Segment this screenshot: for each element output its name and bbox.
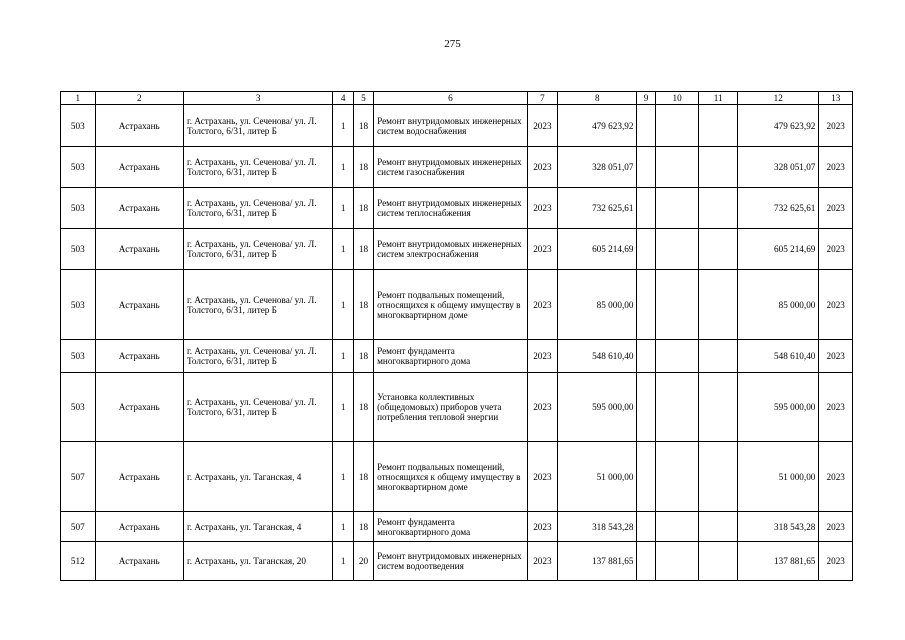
total-cost-cell: 605 214,69: [738, 229, 819, 270]
address-cell: г. Астрахань, ул. Сеченова/ ул. Л. Толстого, 6/31, литер Б: [184, 270, 333, 340]
col10-cell: [655, 340, 699, 373]
work-type-cell: Ремонт фундамента многоквартирного дома: [374, 512, 528, 542]
year-cell: 2023: [527, 229, 558, 270]
col9-cell: [637, 147, 655, 188]
col10-cell: [655, 270, 699, 340]
total-cost-cell: 137 881,65: [738, 542, 819, 581]
total-cost-cell: 479 623,92: [738, 105, 819, 147]
col5-cell: 20: [353, 542, 373, 581]
col4-cell: 1: [333, 188, 353, 229]
col11-cell: [699, 147, 738, 188]
header-cell-5: 5: [353, 92, 373, 105]
row-number-cell: 512: [61, 542, 96, 581]
work-type-cell: Ремонт фундамента многоквартирного дома: [374, 340, 528, 373]
work-type-cell: Ремонт внутридомовых инженерных систем электроснабжения: [374, 229, 528, 270]
year-cell: 2023: [527, 442, 558, 512]
work-type-cell: Ремонт внутридомовых инженерных систем газоснабжения: [374, 147, 528, 188]
col5-cell: 18: [353, 373, 373, 442]
col11-cell: [699, 542, 738, 581]
col4-cell: 1: [333, 542, 353, 581]
cost-cell: 732 625,61: [558, 188, 637, 229]
city-cell: Астрахань: [95, 512, 183, 542]
cost-cell: 548 610,40: [558, 340, 637, 373]
col9-cell: [637, 270, 655, 340]
col5-cell: 18: [353, 340, 373, 373]
address-cell: г. Астрахань, ул. Сеченова/ ул. Л. Толстого, 6/31, литер Б: [184, 188, 333, 229]
total-cost-cell: 318 543,28: [738, 512, 819, 542]
col11-cell: [699, 373, 738, 442]
cost-cell: 328 051,07: [558, 147, 637, 188]
row-number-cell: 503: [61, 147, 96, 188]
col5-cell: 18: [353, 188, 373, 229]
completion-year-cell: 2023: [819, 270, 853, 340]
table-row: [61, 542, 853, 581]
year-cell: 2023: [527, 340, 558, 373]
header-cell-1: 1: [61, 92, 96, 105]
city-cell: Астрахань: [95, 542, 183, 581]
col5-cell: 18: [353, 270, 373, 340]
total-cost-cell: 328 051,07: [738, 147, 819, 188]
table-row: [61, 188, 853, 229]
page-number: 275: [444, 38, 461, 50]
header-cell-7: 7: [527, 92, 558, 105]
col10-cell: [655, 442, 699, 512]
col11-cell: [699, 270, 738, 340]
col11-cell: [699, 188, 738, 229]
header-cell-11: 11: [699, 92, 738, 105]
cost-cell: 479 623,92: [558, 105, 637, 147]
table-row: [61, 442, 853, 512]
header-row: [61, 92, 853, 105]
completion-year-cell: 2023: [819, 229, 853, 270]
total-cost-cell: 85 000,00: [738, 270, 819, 340]
city-cell: Астрахань: [95, 105, 183, 147]
address-cell: г. Астрахань, ул. Таганская, 20: [184, 542, 333, 581]
address-cell: г. Астрахань, ул. Таганская, 4: [184, 442, 333, 512]
work-type-cell: Ремонт подвальных помещений, относящихся к общему имуществу в многоквартирном доме: [374, 270, 528, 340]
address-cell: г. Астрахань, ул. Сеченова/ ул. Л. Толстого, 6/31, литер Б: [184, 340, 333, 373]
city-cell: Астрахань: [95, 270, 183, 340]
completion-year-cell: 2023: [819, 373, 853, 442]
city-cell: Астрахань: [95, 147, 183, 188]
col10-cell: [655, 229, 699, 270]
cost-cell: 595 000,00: [558, 373, 637, 442]
col9-cell: [637, 188, 655, 229]
completion-year-cell: 2023: [819, 105, 853, 147]
year-cell: 2023: [527, 542, 558, 581]
total-cost-cell: 51 000,00: [738, 442, 819, 512]
header-cell-3: 3: [184, 92, 333, 105]
col9-cell: [637, 442, 655, 512]
data-table: [60, 91, 853, 581]
cost-cell: 51 000,00: [558, 442, 637, 512]
city-cell: Астрахань: [95, 188, 183, 229]
header-cell-13: 13: [819, 92, 853, 105]
row-number-cell: 503: [61, 340, 96, 373]
col9-cell: [637, 542, 655, 581]
work-type-cell: Ремонт внутридомовых инженерных систем водоотведения: [374, 542, 528, 581]
col5-cell: 18: [353, 442, 373, 512]
work-type-cell: Установка коллективных (общедомовых) приборов учета потребления тепловой энергии: [374, 373, 528, 442]
work-type-cell: Ремонт внутридомовых инженерных систем теплоснабжения: [374, 188, 528, 229]
col5-cell: 18: [353, 105, 373, 147]
city-cell: Астрахань: [95, 373, 183, 442]
work-type-cell: Ремонт подвальных помещений, относящихся к общему имуществу в многоквартирном доме: [374, 442, 528, 512]
table-row: [61, 147, 853, 188]
row-number-cell: 503: [61, 229, 96, 270]
table-row: [61, 229, 853, 270]
city-cell: Астрахань: [95, 229, 183, 270]
completion-year-cell: 2023: [819, 340, 853, 373]
city-cell: Астрахань: [95, 442, 183, 512]
completion-year-cell: 2023: [819, 442, 853, 512]
col5-cell: 18: [353, 229, 373, 270]
row-number-cell: 503: [61, 188, 96, 229]
col10-cell: [655, 512, 699, 542]
address-cell: г. Астрахань, ул. Сеченова/ ул. Л. Толстого, 6/31, литер Б: [184, 229, 333, 270]
col9-cell: [637, 373, 655, 442]
total-cost-cell: 595 000,00: [738, 373, 819, 442]
table-row: [61, 270, 853, 340]
col10-cell: [655, 188, 699, 229]
row-number-cell: 503: [61, 270, 96, 340]
address-cell: г. Астрахань, ул. Сеченова/ ул. Л. Толстого, 6/31, литер Б: [184, 373, 333, 442]
city-cell: Астрахань: [95, 340, 183, 373]
col10-cell: [655, 542, 699, 581]
row-number-cell: 503: [61, 373, 96, 442]
col4-cell: 1: [333, 373, 353, 442]
completion-year-cell: 2023: [819, 147, 853, 188]
total-cost-cell: 732 625,61: [738, 188, 819, 229]
col11-cell: [699, 340, 738, 373]
col4-cell: 1: [333, 229, 353, 270]
col5-cell: 18: [353, 147, 373, 188]
cost-cell: 85 000,00: [558, 270, 637, 340]
col11-cell: [699, 512, 738, 542]
completion-year-cell: 2023: [819, 188, 853, 229]
col4-cell: 1: [333, 512, 353, 542]
year-cell: 2023: [527, 188, 558, 229]
header-cell-2: 2: [95, 92, 183, 105]
table-row: [61, 105, 853, 147]
col4-cell: 1: [333, 270, 353, 340]
col10-cell: [655, 105, 699, 147]
header-cell-6: 6: [374, 92, 528, 105]
year-cell: 2023: [527, 512, 558, 542]
address-cell: г. Астрахань, ул. Сеченова/ ул. Л. Толстого, 6/31, литер Б: [184, 105, 333, 147]
table-row: [61, 512, 853, 542]
col9-cell: [637, 340, 655, 373]
col9-cell: [637, 229, 655, 270]
col10-cell: [655, 373, 699, 442]
year-cell: 2023: [527, 147, 558, 188]
header-cell-9: 9: [637, 92, 655, 105]
year-cell: 2023: [527, 270, 558, 340]
completion-year-cell: 2023: [819, 542, 853, 581]
address-cell: г. Астрахань, ул. Сеченова/ ул. Л. Толстого, 6/31, литер Б: [184, 147, 333, 188]
cost-cell: 137 881,65: [558, 542, 637, 581]
work-type-cell: Ремонт внутридомовых инженерных систем водоснабжения: [374, 105, 528, 147]
col11-cell: [699, 442, 738, 512]
year-cell: 2023: [527, 373, 558, 442]
header-cell-4: 4: [333, 92, 353, 105]
row-number-cell: 507: [61, 442, 96, 512]
col9-cell: [637, 105, 655, 147]
cost-cell: 605 214,69: [558, 229, 637, 270]
total-cost-cell: 548 610,40: [738, 340, 819, 373]
address-cell: г. Астрахань, ул. Таганская, 4: [184, 512, 333, 542]
col4-cell: 1: [333, 442, 353, 512]
cost-cell: 318 543,28: [558, 512, 637, 542]
row-number-cell: 503: [61, 105, 96, 147]
col4-cell: 1: [333, 105, 353, 147]
col11-cell: [699, 229, 738, 270]
header-cell-8: 8: [558, 92, 637, 105]
col4-cell: 1: [333, 340, 353, 373]
table-row: [61, 373, 853, 442]
header-cell-12: 12: [738, 92, 819, 105]
col4-cell: 1: [333, 147, 353, 188]
col10-cell: [655, 147, 699, 188]
table-row: [61, 340, 853, 373]
col11-cell: [699, 105, 738, 147]
completion-year-cell: 2023: [819, 512, 853, 542]
year-cell: 2023: [527, 105, 558, 147]
header-cell-10: 10: [655, 92, 699, 105]
row-number-cell: 507: [61, 512, 96, 542]
col5-cell: 18: [353, 512, 373, 542]
col9-cell: [637, 512, 655, 542]
